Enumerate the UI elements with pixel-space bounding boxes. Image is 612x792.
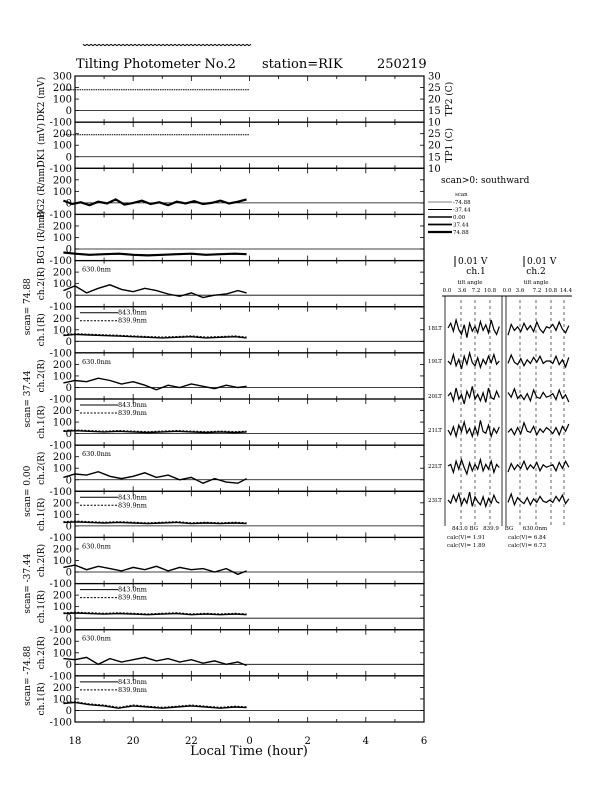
inset-tilt-tick: 3.6 bbox=[515, 288, 525, 294]
inset-tilt-tick: 14.4 bbox=[559, 288, 573, 294]
y-tick-label: 100 bbox=[52, 556, 72, 567]
y-tick-label: 0 bbox=[65, 106, 72, 118]
legend-title: scan>0: southward bbox=[441, 176, 530, 186]
inset-bottom-label: 843.0 BG bbox=[451, 526, 479, 532]
panel-frame bbox=[75, 445, 424, 491]
y-tick-label: 0 bbox=[65, 429, 72, 441]
x-tick-label: 0 bbox=[246, 736, 253, 747]
inset-calc-label: calc(V)= 1.89 bbox=[447, 543, 486, 549]
inset-ch2-trace bbox=[508, 322, 569, 335]
panel-frame bbox=[75, 76, 424, 122]
legend-839-label: 839.9nm bbox=[118, 501, 147, 510]
panel-frame bbox=[75, 630, 424, 676]
y-axis-label: ch.1(R) bbox=[37, 313, 47, 347]
y-tick-label: 0 bbox=[65, 659, 72, 671]
panel-frame bbox=[75, 353, 424, 399]
inset-ch1-trace bbox=[448, 492, 499, 506]
y-tick-label: 0 bbox=[65, 244, 72, 256]
y-tick-label: 100 bbox=[52, 140, 72, 152]
y-axis-label: ch.1(R) bbox=[37, 497, 47, 531]
legend-843-label: 843.0nm bbox=[118, 585, 147, 594]
inset-hour-label: 22LT bbox=[428, 464, 442, 470]
y-tick-label: 200 bbox=[52, 83, 72, 95]
series-line bbox=[63, 253, 246, 256]
inset-tilt-label: tilt angle bbox=[457, 280, 483, 286]
inset-hour-label: 21LT bbox=[428, 428, 442, 434]
x-axis-label: Local Time (hour) bbox=[190, 744, 308, 759]
y-tick-label: 200 bbox=[52, 267, 72, 279]
right-tick-label: 10 bbox=[428, 117, 441, 129]
chart-title: Tilting Photometer No.2 bbox=[76, 57, 236, 72]
inset-ch2-label: ch.2 bbox=[526, 267, 546, 277]
legend-839-label: 839.9nm bbox=[118, 409, 147, 417]
y-tick-label: 100 bbox=[52, 602, 72, 614]
y-axis-label: ch.1(R) bbox=[37, 405, 47, 439]
series-line bbox=[63, 565, 246, 574]
legend-839-label: 839.9nm bbox=[118, 685, 147, 694]
panel-9 bbox=[36, 491, 424, 544]
panel-0 bbox=[36, 72, 424, 129]
y-axis-label: ch.2(R) bbox=[37, 359, 47, 393]
y-tick-label: 0 bbox=[65, 475, 72, 487]
inset-ch2-trace bbox=[508, 461, 569, 472]
panel-4 bbox=[36, 261, 424, 314]
y-tick-label: 100 bbox=[52, 186, 72, 198]
legend-843-label: 843.0nm bbox=[118, 493, 147, 502]
y-tick-label: -100 bbox=[49, 440, 72, 452]
inset-tilt-label: tilt angle bbox=[523, 280, 549, 286]
legend-839-label: 839.9nm bbox=[118, 593, 147, 602]
legend-entry-label: 37.44 bbox=[453, 222, 469, 229]
inset-tilt-tick: 10.8 bbox=[544, 288, 558, 294]
inset-ch1-trace bbox=[448, 420, 499, 436]
y-axis-label: ch.2(R) bbox=[37, 543, 47, 578]
inset-tilt-tick: 7.2 bbox=[471, 288, 481, 294]
x-tick-label: 6 bbox=[420, 736, 428, 747]
panel-frame bbox=[75, 168, 424, 214]
y-tick-label: -100 bbox=[49, 394, 72, 406]
x-tick-label: 2 bbox=[304, 736, 311, 747]
y-axis-label: BG1 (R/nm) bbox=[37, 210, 47, 265]
y-tick-label: 0 bbox=[65, 198, 72, 210]
series-line bbox=[63, 199, 246, 205]
panel-wavelength-label: 630.0nm bbox=[82, 542, 111, 551]
inset-tilt-tick: 10.8 bbox=[483, 288, 497, 294]
panel-10 bbox=[36, 537, 424, 590]
series-line bbox=[63, 702, 246, 708]
legend-header: scan bbox=[455, 192, 468, 198]
inset-calc-label: calc(V)= 6.73 bbox=[508, 543, 547, 549]
inset-tilt-tick: 0.0 bbox=[502, 288, 512, 294]
y-tick-label: 200 bbox=[52, 636, 72, 648]
panel-5 bbox=[36, 307, 424, 360]
y-tick-label: 0 bbox=[65, 382, 72, 394]
y-tick-label: 100 bbox=[52, 417, 72, 429]
panel-wavelength-label: 630.0nm bbox=[82, 265, 111, 274]
tilt-inset bbox=[428, 256, 573, 549]
y-tick-label: 200 bbox=[52, 682, 72, 694]
y-tick-label: 200 bbox=[52, 221, 72, 233]
y-axis-label: ch.2(R) bbox=[37, 451, 47, 485]
y-tick-label: 200 bbox=[52, 359, 72, 371]
series-line bbox=[63, 472, 246, 487]
inset-hour-label: 18LT bbox=[428, 326, 442, 332]
y-axis-label: DK2 (mV) bbox=[37, 76, 47, 122]
right-tick-label: 15 bbox=[428, 106, 441, 118]
inset-ch2-trace bbox=[508, 494, 569, 505]
legend-843-label: 843.0nm bbox=[118, 308, 147, 317]
scan-label: scan= -74.88 bbox=[23, 645, 33, 706]
panel-wavelength-label: 630.0nm bbox=[82, 634, 111, 643]
y-tick-label: -100 bbox=[49, 671, 72, 683]
station-label: station=RIK bbox=[262, 57, 343, 72]
y-tick-label: 200 bbox=[52, 175, 72, 187]
legend-843-label: 843.0nm bbox=[118, 401, 147, 409]
legend-entry-label: 0.00 bbox=[453, 215, 466, 221]
panel-11 bbox=[36, 584, 424, 637]
date-label: 250219 bbox=[377, 57, 427, 72]
y-axis-label: ch.2(R) bbox=[37, 267, 47, 301]
y-axis-label: ch.1(R) bbox=[37, 590, 47, 624]
right-tick-label: 10 bbox=[428, 163, 441, 175]
legend-839-label: 839.9nm bbox=[118, 316, 147, 325]
legend-843-label: 843.0nm bbox=[118, 677, 147, 686]
y-tick-label: 200 bbox=[52, 544, 72, 556]
x-tick-label: 4 bbox=[362, 736, 370, 747]
inset-hour-label: 19LT bbox=[428, 359, 442, 365]
panel-2 bbox=[36, 164, 424, 220]
inset-ch1-trace bbox=[448, 353, 499, 369]
y-tick-label: -100 bbox=[49, 256, 72, 268]
inset-scale-ch1: 0.01 V bbox=[458, 257, 488, 267]
right-tick-label: 20 bbox=[428, 140, 441, 152]
x-tick-label: 18 bbox=[68, 736, 82, 747]
y-tick-label: 100 bbox=[52, 509, 72, 521]
y-tick-label: 100 bbox=[52, 463, 72, 475]
y-tick-label: 200 bbox=[52, 406, 72, 418]
y-tick-label: 300 bbox=[52, 71, 72, 83]
right-tick-label: 30 bbox=[428, 71, 441, 83]
y-tick-label: 100 bbox=[52, 648, 72, 660]
inset-tilt-tick: 0.0 bbox=[442, 288, 452, 294]
panel-12 bbox=[36, 630, 424, 683]
legend-entry-label: -74.88 bbox=[453, 200, 471, 206]
y-axis-label: DK1 (mV) bbox=[37, 122, 47, 168]
y-tick-label: 0 bbox=[65, 336, 72, 348]
right-tick-label: 15 bbox=[428, 152, 441, 164]
scan-label: scan= 0.00 bbox=[23, 465, 33, 517]
inset-bottom-label: 630.0nm bbox=[522, 526, 548, 532]
y-tick-label: -100 bbox=[49, 532, 72, 544]
right-axis bbox=[428, 72, 455, 175]
y-tick-label: 0 bbox=[65, 705, 72, 717]
y-tick-label: 0 bbox=[65, 152, 72, 164]
header-wave-line bbox=[83, 44, 251, 45]
inset-ch2-trace bbox=[508, 389, 569, 402]
y-tick-label: 0 bbox=[65, 521, 72, 533]
inset-tilt-tick: 3.6 bbox=[457, 288, 467, 294]
panel-8 bbox=[36, 445, 424, 498]
inset-hour-label: 20LT bbox=[428, 394, 442, 400]
panel-1 bbox=[36, 122, 424, 175]
inset-ch1-label: ch.1 bbox=[466, 267, 486, 277]
y-tick-label: 100 bbox=[52, 94, 72, 106]
x-tick-label: 20 bbox=[126, 736, 140, 747]
y-tick-label: 200 bbox=[52, 313, 72, 325]
y-tick-label: 100 bbox=[52, 233, 72, 244]
y-tick-label: 200 bbox=[52, 452, 72, 464]
right-axis-label: TP2 (C) bbox=[445, 81, 455, 117]
inset-ch2-trace bbox=[508, 423, 569, 435]
legend-entry-label: -37.44 bbox=[453, 207, 471, 214]
y-tick-label: -100 bbox=[49, 486, 72, 498]
y-tick-label: -100 bbox=[49, 625, 72, 637]
scan-label: scan= 37.44 bbox=[23, 370, 33, 428]
scan-label: scan= -37.44 bbox=[23, 553, 33, 614]
scan-label: scan= 74.88 bbox=[23, 278, 33, 336]
y-tick-label: 200 bbox=[52, 498, 72, 510]
inset-calc-label: calc(V)= 6.84 bbox=[508, 535, 547, 541]
panel-frame bbox=[75, 261, 424, 307]
inset-bottom-label: 839.9 bbox=[483, 526, 499, 532]
scan-legend bbox=[428, 176, 530, 236]
y-tick-label: -100 bbox=[49, 163, 72, 175]
inset-ch1-trace bbox=[448, 460, 499, 474]
panel-7 bbox=[36, 399, 424, 452]
x-tick-label: 22 bbox=[184, 736, 198, 747]
y-tick-label: 0 bbox=[65, 567, 72, 579]
panel-3 bbox=[36, 211, 424, 267]
y-tick-label: 0 bbox=[65, 290, 72, 302]
y-tick-label: -100 bbox=[49, 209, 72, 221]
y-tick-label: 100 bbox=[52, 371, 72, 383]
right-axis-label: TP1 (C) bbox=[445, 127, 455, 163]
y-tick-label: 200 bbox=[52, 590, 72, 602]
inset-tilt-tick: 7.2 bbox=[532, 288, 542, 294]
y-tick-label: 200 bbox=[52, 129, 72, 141]
series-line bbox=[63, 378, 246, 390]
right-tick-label: 25 bbox=[428, 129, 441, 141]
legend-entry-label: 74.88 bbox=[453, 230, 469, 236]
panel-frame bbox=[75, 537, 424, 583]
inset-scale-ch2: 0.01 V bbox=[527, 257, 557, 267]
y-tick-label: -100 bbox=[49, 717, 72, 729]
inset-ch1-trace bbox=[448, 320, 499, 338]
y-tick-label: 100 bbox=[52, 694, 72, 706]
y-tick-label: -100 bbox=[49, 348, 72, 360]
inset-ch1-trace bbox=[448, 386, 499, 404]
y-tick-label: 0 bbox=[65, 613, 72, 625]
y-tick-label: -100 bbox=[49, 302, 72, 314]
y-axis-label: ch.1(R) bbox=[37, 682, 47, 716]
right-tick-label: 25 bbox=[428, 83, 441, 95]
inset-hour-label: 23LT bbox=[428, 498, 442, 504]
series-line bbox=[63, 285, 246, 298]
y-tick-label: 100 bbox=[52, 325, 72, 337]
y-tick-label: 100 bbox=[52, 279, 72, 291]
panel-wavelength-label: 630.0nm bbox=[82, 450, 111, 459]
y-axis-label: BG2 (R/nm) bbox=[37, 164, 47, 219]
y-tick-label: -100 bbox=[49, 117, 72, 129]
right-tick-label: 20 bbox=[428, 94, 441, 106]
inset-bottom-label: BG bbox=[504, 526, 514, 532]
panel-wavelength-label: 630.0nm bbox=[82, 357, 111, 366]
y-tick-label: -100 bbox=[49, 579, 72, 591]
panel-frame bbox=[75, 122, 424, 168]
y-axis-label: ch.2(R) bbox=[37, 636, 47, 670]
inset-ch2-trace bbox=[508, 355, 569, 367]
panel-stack bbox=[23, 72, 455, 729]
panel-13 bbox=[36, 676, 424, 729]
inset-calc-label: calc(V)= 1.91 bbox=[447, 535, 486, 541]
